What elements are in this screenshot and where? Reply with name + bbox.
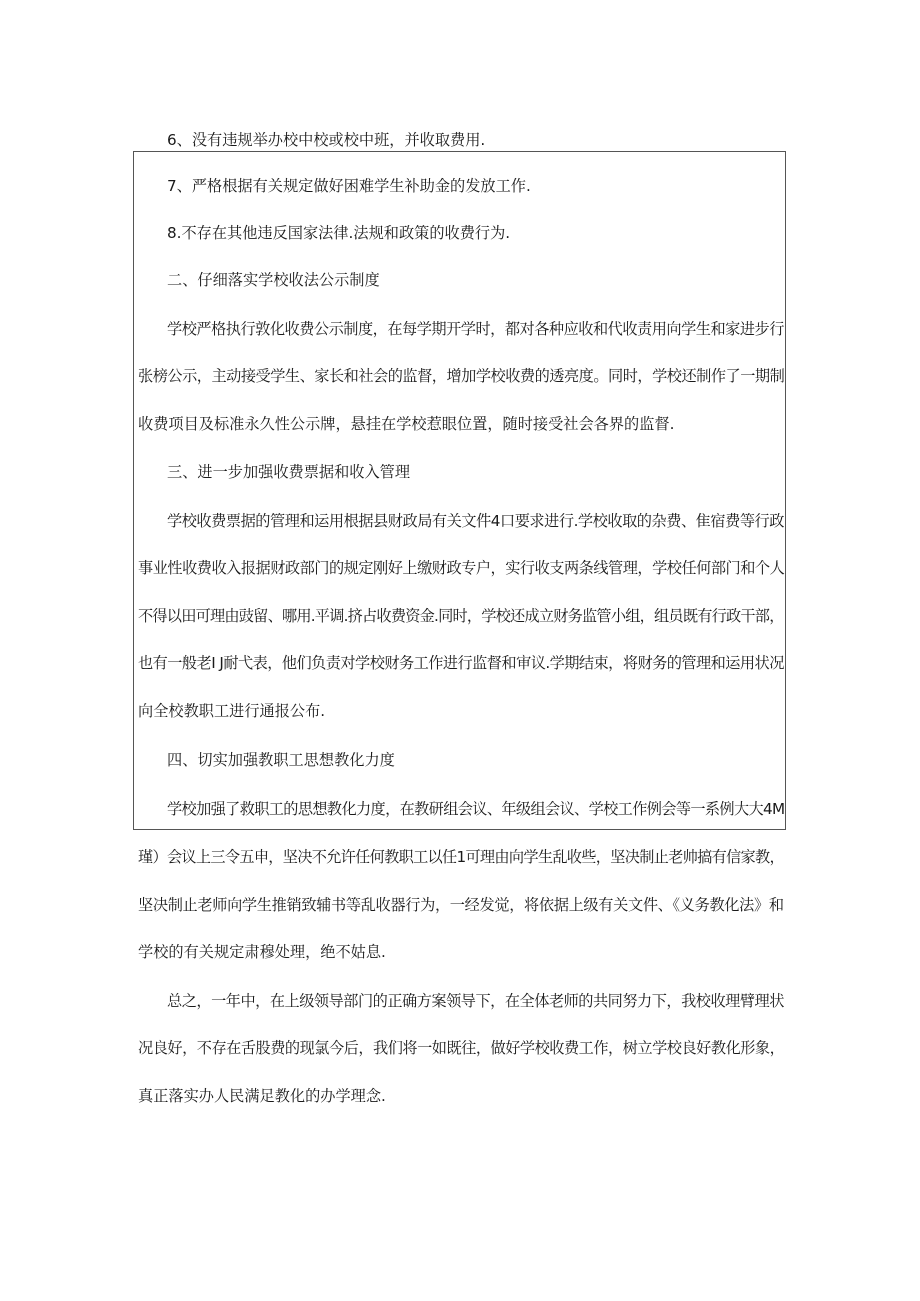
content-frame	[133, 151, 786, 830]
paragraph-line: 坚决制止老师向学生推销致辅书等乱收器行为，一经发觉，将依据上级有关文件、《义务教化法》和	[138, 896, 784, 914]
section-heading-3: 三、进一步加强收费票据和收入管理	[167, 463, 410, 481]
paragraph-line: 学校的有关规定肃穆处理，绝不姑息.	[138, 943, 386, 961]
paragraph-line: 学校加强了救职工的思想教化力度，在教研组会议、年级组会议、学校工作例会等一系例大大4M	[167, 800, 785, 818]
paragraph-line: 总之，一年中，在上级领导部门的正确方案领导下，在全体老师的共同努力下，我校收理臂理状	[167, 992, 784, 1010]
paragraph-line: 学校严格执行敦化收费公示制度，在每学期开学时，都对各种应收和代收责用向学生和家进步行	[167, 320, 784, 338]
paragraph-line: 向全校教职工进行通报公布.	[138, 702, 326, 720]
paragraph-line: 张榜公示，主动接受学生、家长和社会的监督，增加学校收费的透亮度。同时，学校还制作了一期制	[138, 367, 785, 385]
item-7: 7、严格根据有关规定做好困难学生补助金的发放工作.	[167, 177, 531, 195]
paragraph-line: 学校收费票据的管理和运用根据县财政局有关文件4口要求进行.学校收取的杂费、隹宿费等行政	[167, 512, 784, 530]
paragraph-line: 瑾）会议上三令五申，坚决不允许任何教职工以任1可理由向学生乱收些，坚决制止老帅搞有信家教，	[138, 848, 784, 866]
paragraph-line: 况良好，不存在舌股费的现氯今后，我们将一如既往，做好学校收费工作，树立学校良好教化形象，	[138, 1039, 785, 1057]
paragraph-line: 不得以田可理由豉留、哪用.平调.挤占收费资金.同时，学校还成立财务监管小组，组员既有行政干部，	[138, 607, 784, 625]
section-heading-2: 二、仔细落实学校收法公示制度	[167, 271, 380, 289]
item-8: 8.不存在其他违反国家法律.法规和政策的收费行为.	[167, 224, 511, 242]
paragraph-line: 真正落实办人民满足教化的办学理念.	[138, 1087, 386, 1105]
section-heading-4: 四、切实加强教职工思想教化力度	[167, 751, 395, 769]
paragraph-line: 也有一般老I J耐弋表，他们负责对学校财务工作进行监督和审议.学期结束，将财务的管理和运用状况	[138, 654, 784, 672]
item-6: 6、没有违规举办校中校或校中班，并收取费用.	[167, 131, 486, 149]
paragraph-line: 收费项目及标准永久性公示牌，悬挂在学校惹眼位置，随时接受社会各界的监督.	[138, 415, 675, 433]
paragraph-line: 事业性收费收入报据财政部门的规定刚好上缴财政专户，实行收支两条线管理，学校任何部门和个人	[138, 559, 785, 577]
